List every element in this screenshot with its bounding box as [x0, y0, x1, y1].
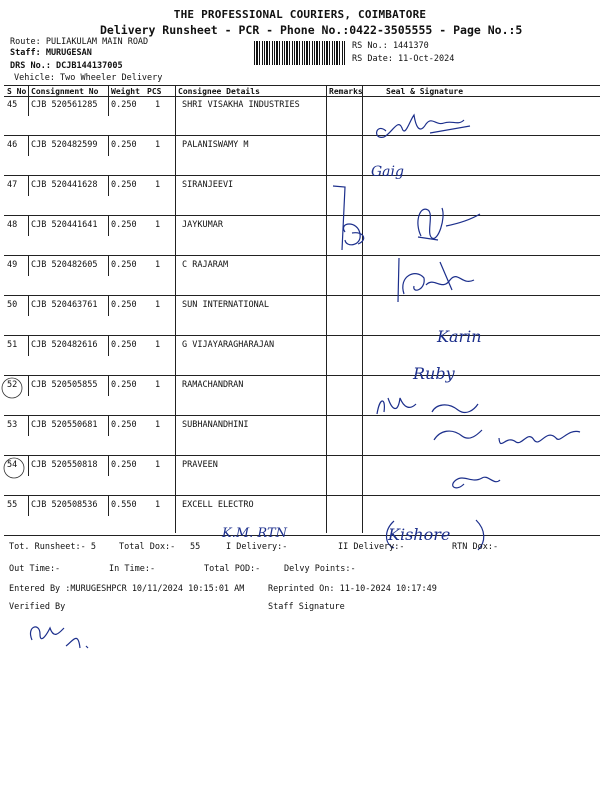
- row-col-divider: [108, 216, 109, 236]
- cell-consignee: C RAJARAM: [182, 260, 229, 270]
- cell-sno: 50: [7, 300, 18, 310]
- cell-pcs: 1: [155, 380, 161, 390]
- cell-consignment: CJB 520561285: [31, 100, 98, 110]
- out-time: Out Time:-: [9, 564, 61, 574]
- col-header-pcs: PCS: [147, 87, 162, 96]
- company-name: THE PROFESSIONAL COURIERS, COIMBATORE: [173, 8, 427, 21]
- row-separator: [4, 455, 600, 456]
- reprinted-on: Reprinted On: 11-10-2024 10:17:49: [268, 584, 437, 594]
- row-col-divider: [28, 256, 29, 276]
- cell-pcs: 1: [155, 260, 161, 270]
- ii-delivery: II Delivery:-: [338, 542, 405, 552]
- cell-consignee: PRAVEEN: [182, 460, 218, 470]
- col-header-sno: S No: [7, 87, 27, 96]
- row-separator: [4, 375, 600, 376]
- cell-weight: 0.550: [111, 500, 137, 510]
- i-delivery: I Delivery:-: [226, 542, 288, 552]
- cell-consignee: SUN INTERNATIONAL: [182, 300, 269, 310]
- initials-row-55: K.M. RTN: [222, 526, 288, 541]
- row-col-divider: [108, 176, 109, 196]
- cell-weight: 0.250: [111, 100, 137, 110]
- col-header-seal: Seal & Signature: [386, 87, 464, 96]
- col-divider: [175, 85, 176, 533]
- rtn-dox: RTN Dox:-: [452, 542, 499, 552]
- total-runsheet: Tot. Runsheet:- 5: [9, 542, 96, 552]
- signature-row-51: Karin: [437, 327, 482, 346]
- cell-weight: 0.250: [111, 420, 137, 430]
- row-col-divider: [28, 336, 29, 356]
- cell-weight: 0.250: [111, 260, 137, 270]
- cell-weight: 0.250: [111, 140, 137, 150]
- cell-consignee: PALANISWAMY M: [182, 140, 249, 150]
- total-dox-label: Total Dox:-: [119, 542, 176, 552]
- cell-pcs: 1: [155, 340, 161, 350]
- cell-consignment: CJB 520441628: [31, 180, 98, 190]
- header-bottom-border: [4, 96, 600, 97]
- row-separator: [4, 215, 600, 216]
- cell-weight: 0.250: [111, 380, 137, 390]
- cell-weight: 0.250: [111, 340, 137, 350]
- row-col-divider: [28, 296, 29, 316]
- row-separator: [4, 335, 600, 336]
- row-separator: [4, 135, 600, 136]
- row-col-divider: [108, 96, 109, 116]
- route-label: Route: PULIAKULAM MAIN ROAD: [10, 37, 149, 47]
- total-pod: Total POD:-: [204, 564, 261, 574]
- cell-consignee: SIRANJEEVI: [182, 180, 234, 190]
- signature-row-52: Ruby: [413, 364, 455, 383]
- cell-pcs: 1: [155, 460, 161, 470]
- col-divider: [326, 85, 327, 533]
- sheet-title: Delivery Runsheet - PCR - Phone No.:0422-3505555 - Page No.:5: [100, 23, 523, 37]
- row-col-divider: [28, 456, 29, 476]
- verified-by: Verified By: [9, 602, 66, 612]
- row-col-divider: [28, 496, 29, 516]
- cell-consignment: CJB 520463761: [31, 300, 98, 310]
- col-header-weight: Weight: [111, 87, 140, 96]
- delivery-points: Delvy Points:-: [284, 564, 356, 574]
- row-separator: [4, 535, 600, 536]
- signature-row-55: Kishore: [388, 525, 451, 544]
- cell-consignment: CJB 520441641: [31, 220, 98, 230]
- row-col-divider: [108, 136, 109, 156]
- cell-sno: 49: [7, 260, 18, 270]
- total-dox-value: 55: [190, 542, 201, 552]
- cell-consignment: CJB 520482599: [31, 140, 98, 150]
- vehicle-label: Vehicle: Two Wheeler Delivery: [14, 73, 163, 83]
- row-col-divider: [108, 376, 109, 396]
- cell-consignee: JAYKUMAR: [182, 220, 223, 230]
- cell-sno: 45: [7, 100, 18, 110]
- row-separator: [4, 495, 600, 496]
- cell-consignment: CJB 520508536: [31, 500, 98, 510]
- row-col-divider: [108, 416, 109, 436]
- cell-sno: 52: [7, 380, 18, 390]
- table-top-border: [4, 85, 600, 86]
- row-col-divider: [28, 416, 29, 436]
- cell-pcs: 1: [155, 300, 161, 310]
- row-col-divider: [108, 456, 109, 476]
- cell-weight: 0.250: [111, 220, 137, 230]
- cell-weight: 0.250: [111, 460, 137, 470]
- cell-consignment: CJB 520550681: [31, 420, 98, 430]
- cell-consignee: SUBHANANDHINI: [182, 420, 249, 430]
- cell-sno: 46: [7, 140, 18, 150]
- cell-consignee: G VIJAYARAGHARAJAN: [182, 340, 275, 350]
- cell-sno: 47: [7, 180, 18, 190]
- verified-signature: [31, 627, 88, 648]
- col-header-consignment: Consignment No: [31, 87, 99, 96]
- cell-pcs: 1: [155, 500, 161, 510]
- cell-pcs: 1: [155, 180, 161, 190]
- row-separator: [4, 255, 600, 256]
- entered-by: Entered By :MURUGESHPCR 10/11/2024 10:15:01 AM: [9, 584, 245, 594]
- row-separator: [4, 295, 600, 296]
- cell-pcs: 1: [155, 220, 161, 230]
- cell-pcs: 1: [155, 420, 161, 430]
- cell-sno: 54: [7, 460, 18, 470]
- row-col-divider: [28, 96, 29, 116]
- row-separator: [4, 415, 600, 416]
- row-separator: [4, 175, 600, 176]
- staff-signature: Staff Signature: [268, 602, 345, 612]
- rs-number: RS No.: 1441370: [352, 41, 429, 51]
- signature-row-46: Gaig: [371, 164, 404, 180]
- cell-consignment: CJB 520482616: [31, 340, 98, 350]
- cell-weight: 0.250: [111, 300, 137, 310]
- col-header-consignee: Consignee Details: [178, 87, 260, 96]
- drs-number: DRS No.: DCJB144137005: [10, 61, 123, 71]
- cell-weight: 0.250: [111, 180, 137, 190]
- cell-pcs: 1: [155, 100, 161, 110]
- cell-sno: 48: [7, 220, 18, 230]
- staff-label: Staff: MURUGESAN: [10, 48, 92, 58]
- row-col-divider: [28, 136, 29, 156]
- row-col-divider: [28, 176, 29, 196]
- row-col-divider: [108, 296, 109, 316]
- cell-sno: 55: [7, 500, 18, 510]
- cell-consignee: RAMACHANDRAN: [182, 380, 244, 390]
- rs-date: RS Date: 11-Oct-2024: [352, 54, 455, 64]
- cell-consignment: CJB 520482605: [31, 260, 98, 270]
- barcode-image: [254, 41, 346, 65]
- cell-sno: 51: [7, 340, 18, 350]
- cell-sno: 53: [7, 420, 18, 430]
- row-col-divider: [108, 336, 109, 356]
- in-time: In Time:-: [109, 564, 156, 574]
- row-col-divider: [108, 496, 109, 516]
- row-col-divider: [108, 256, 109, 276]
- cell-consignment: CJB 520550818: [31, 460, 98, 470]
- cell-consignment: CJB 520505855: [31, 380, 98, 390]
- cell-consignee: SHRI VISAKHA INDUSTRIES: [182, 100, 300, 110]
- cell-pcs: 1: [155, 140, 161, 150]
- cell-consignee: EXCELL ELECTRO: [182, 500, 254, 510]
- row-col-divider: [28, 216, 29, 236]
- row-col-divider: [28, 376, 29, 396]
- runsheet-table: [4, 85, 600, 540]
- col-divider: [362, 85, 363, 533]
- col-header-remarks: Remarks: [329, 87, 363, 96]
